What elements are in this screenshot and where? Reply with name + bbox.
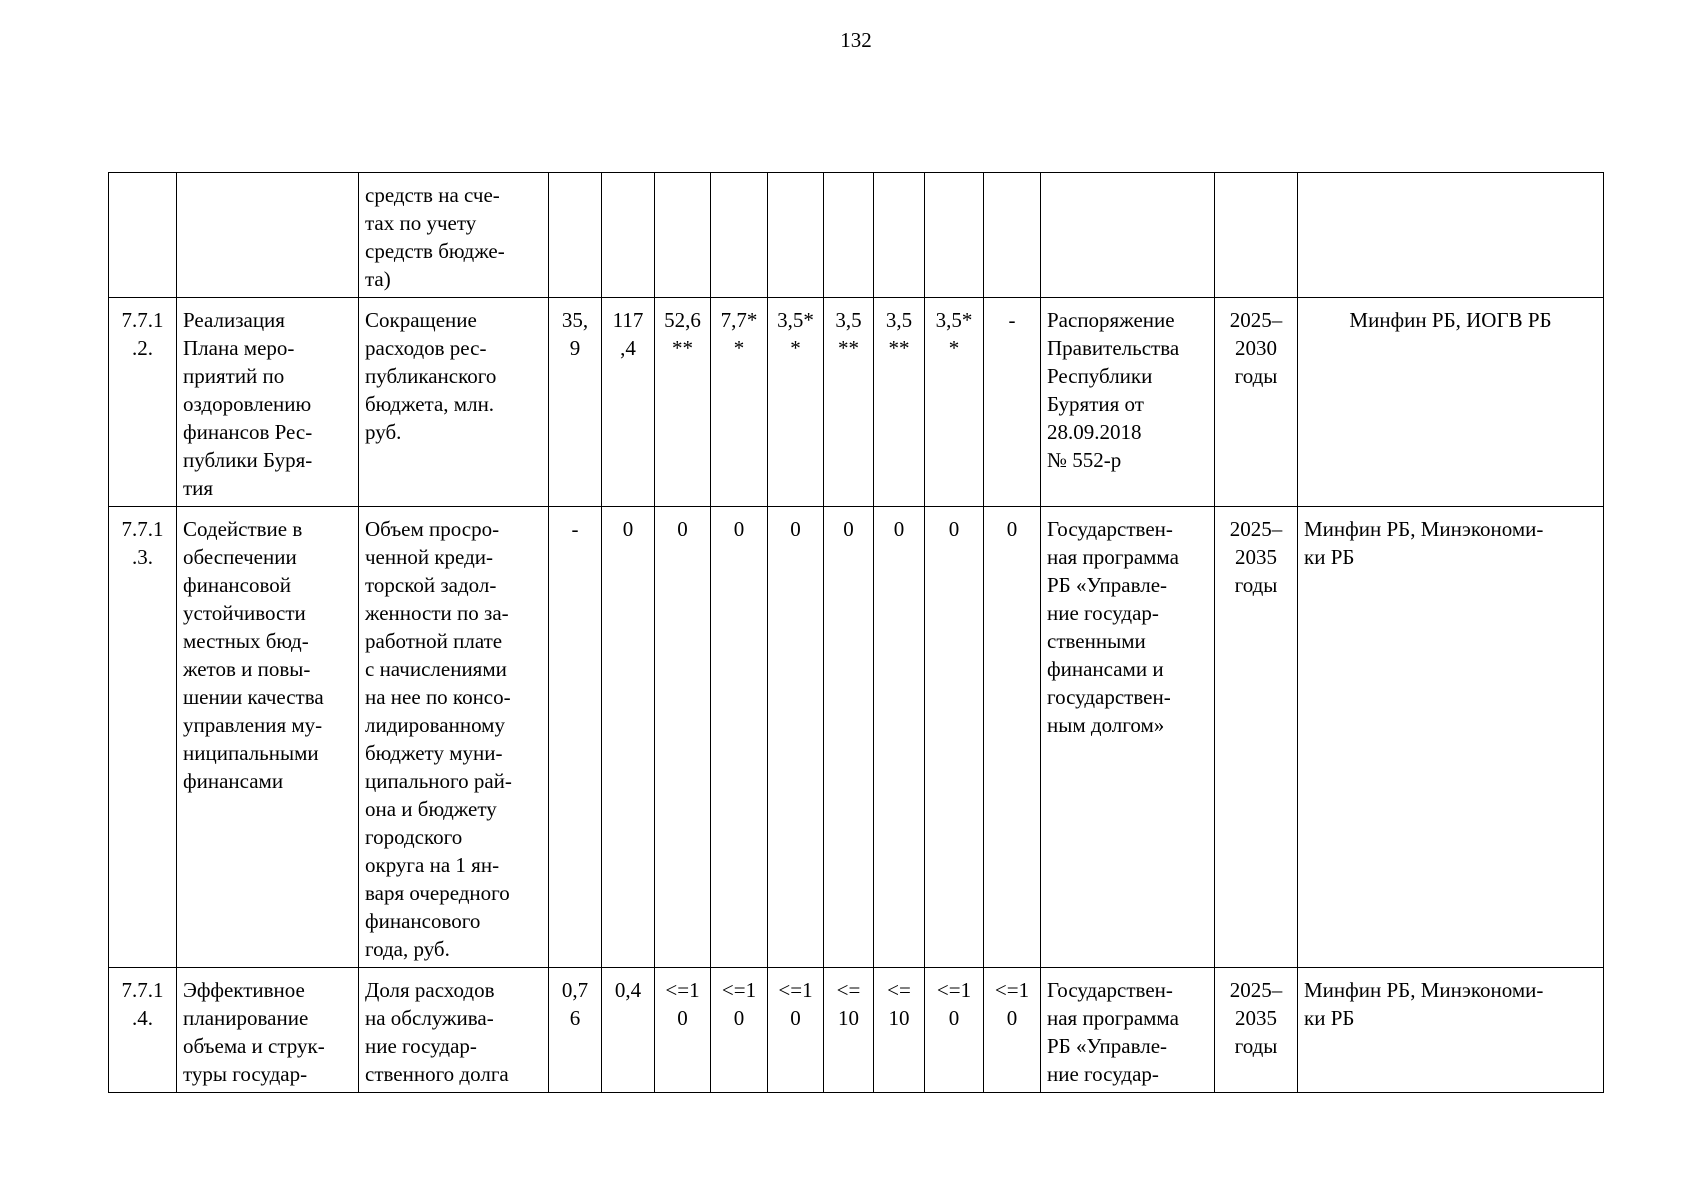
event-cell: Эффективное планирование объема и струк- туры государ- <box>177 968 359 1093</box>
value-cell: <= 10 <box>874 968 925 1093</box>
event-cell: Содействие в обеспечении финансовой устойчивости местных бюд- жетов и повы- шении качества управления му- ниципальными финансами <box>177 507 359 968</box>
value-cell: - <box>549 507 602 968</box>
value-cell <box>711 173 768 298</box>
row-number-cell: 7.7.1 .3. <box>109 507 177 968</box>
row-number-cell: 7.7.1 .4. <box>109 968 177 1093</box>
period-cell: 2025– 2035 годы <box>1215 507 1298 968</box>
period-cell: 2025– 2030 годы <box>1215 298 1298 507</box>
value-cell: 0 <box>711 507 768 968</box>
value-cell <box>549 173 602 298</box>
table-row <box>109 968 1604 1093</box>
value-cell: 0 <box>655 507 711 968</box>
value-cell: 0 <box>602 507 655 968</box>
page-number: 132 <box>840 28 872 52</box>
table-row <box>109 507 1604 968</box>
value-cell <box>824 173 874 298</box>
value-cell: 0 <box>874 507 925 968</box>
responsible-cell: Минфин РБ, Минэкономи- ки РБ <box>1298 507 1604 968</box>
value-cell: <=1 0 <box>711 968 768 1093</box>
value-cell: 0 <box>984 507 1041 968</box>
value-cell <box>602 173 655 298</box>
document-cell: Распоряжение Правительства Республики Бурятия от 28.09.2018 № 552-р <box>1041 298 1215 507</box>
document-cell: Государствен- ная программа РБ «Управле- ние государ- ственными финансами и государствен- ным долгом» <box>1041 507 1215 968</box>
value-cell: 117 ,4 <box>602 298 655 507</box>
value-cell <box>768 173 824 298</box>
indicator-cell: Сокращение расходов рес- публиканского бюджета, млн. руб. <box>359 298 549 507</box>
indicator-cell: Доля расходов на обслужива- ние государ- ственного долга <box>359 968 549 1093</box>
value-cell: 0,7 6 <box>549 968 602 1093</box>
value-cell <box>925 173 984 298</box>
value-cell <box>655 173 711 298</box>
value-cell: <=1 0 <box>925 968 984 1093</box>
responsible-cell <box>1298 173 1604 298</box>
responsible-cell: Минфин РБ, ИОГВ РБ <box>1298 298 1604 507</box>
value-cell: <=1 0 <box>768 968 824 1093</box>
event-cell <box>177 173 359 298</box>
value-cell: <=1 0 <box>655 968 711 1093</box>
value-cell: 3,5* * <box>768 298 824 507</box>
value-cell: 52,6 ** <box>655 298 711 507</box>
row-number-cell: 7.7.1 .2. <box>109 298 177 507</box>
value-cell: <=1 0 <box>984 968 1041 1093</box>
value-cell <box>874 173 925 298</box>
document-cell <box>1041 173 1215 298</box>
responsible-cell: Минфин РБ, Минэкономи- ки РБ <box>1298 968 1604 1093</box>
value-cell: 0 <box>925 507 984 968</box>
value-cell: 0 <box>824 507 874 968</box>
indicators-table <box>108 172 1604 1093</box>
period-cell: 2025– 2035 годы <box>1215 968 1298 1093</box>
indicator-cell: Объем просро- ченной креди- торской задол- женности по за- работной плате с начислениями на нее по консо- лидированному бюджету муни- ципального рай- она и бюджету городского округа на 1 ян- варя очередного финансового года, руб. <box>359 507 549 968</box>
value-cell: 7,7* * <box>711 298 768 507</box>
value-cell: 3,5* * <box>925 298 984 507</box>
period-cell <box>1215 173 1298 298</box>
value-cell: 3,5 ** <box>874 298 925 507</box>
indicator-cell: средств на сче- тах по учету средств бюдже- та) <box>359 173 549 298</box>
value-cell: 3,5 ** <box>824 298 874 507</box>
table-row <box>109 173 1604 298</box>
table-row <box>109 298 1604 507</box>
event-cell: Реализация Плана меро- приятий по оздоровлению финансов Рес- публики Буря- тия <box>177 298 359 507</box>
value-cell: 0 <box>768 507 824 968</box>
value-cell: - <box>984 298 1041 507</box>
table-body <box>109 173 1604 1093</box>
value-cell <box>984 173 1041 298</box>
document-cell: Государствен- ная программа РБ «Управле- ние государ- <box>1041 968 1215 1093</box>
value-cell: 0,4 <box>602 968 655 1093</box>
value-cell: 35, 9 <box>549 298 602 507</box>
row-number-cell <box>109 173 177 298</box>
value-cell: <= 10 <box>824 968 874 1093</box>
